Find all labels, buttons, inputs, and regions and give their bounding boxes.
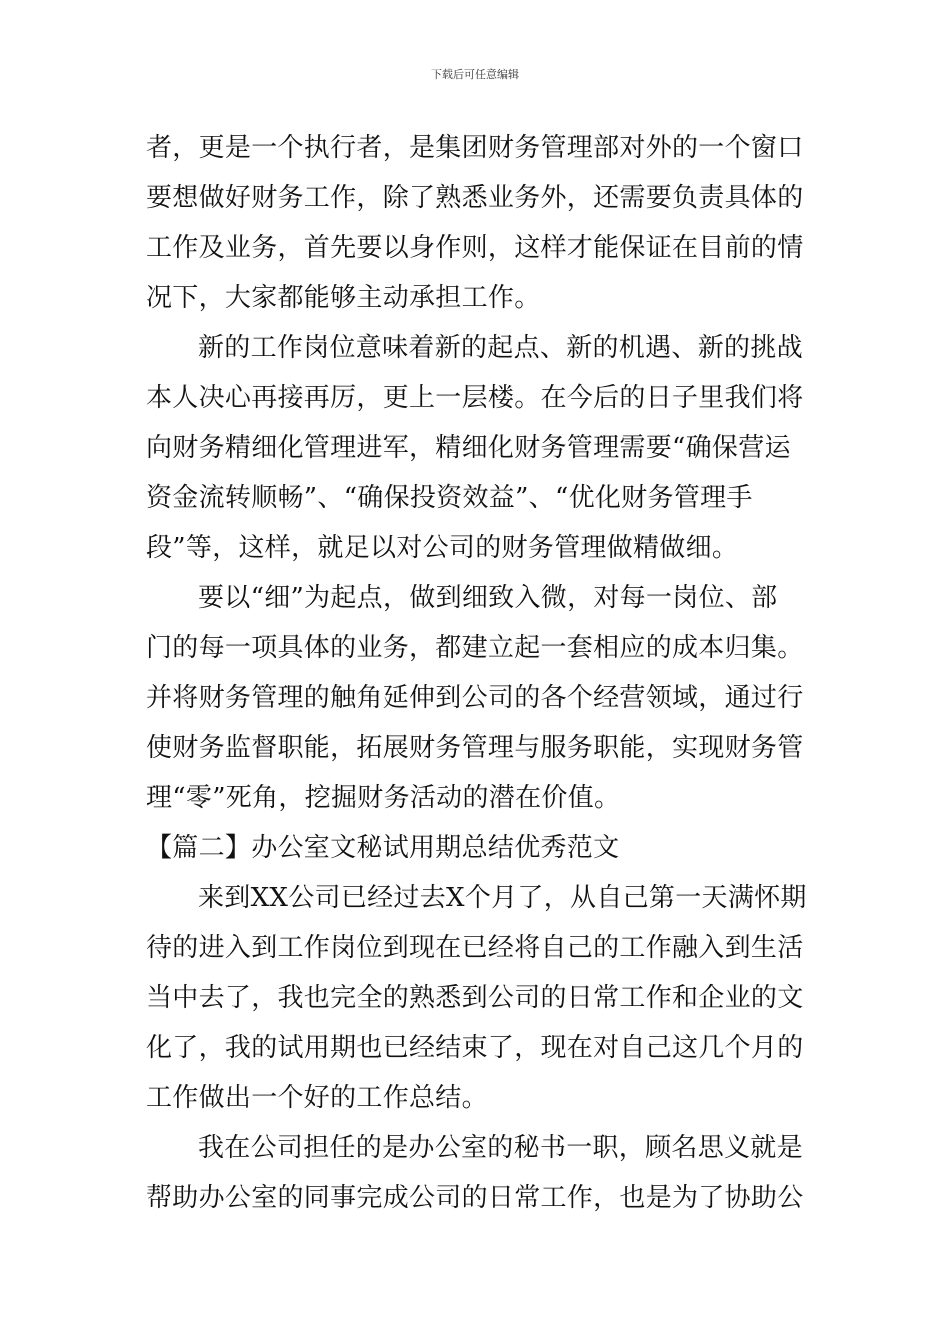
text-line: 化了，我的试用期也已经结束了，现在对自己这几个月的 [146,1033,804,1063]
text-line: 理“零”死角，挖掘财务活动的潜在价值。 [146,783,621,813]
text-line: 要想做好财务工作，除了熟悉业务外，还需要负责具体的 [146,183,804,213]
text-line: 并将财务管理的触角延伸到公司的各个经营领域，通过行 [146,683,804,713]
text-line: 工作及业务，首先要以身作则，这样才能保证在目前的情 [146,233,804,263]
paragraph-first-line: 我在公司担任的是办公室的秘书一职，顾名思义就是 [198,1133,803,1163]
paragraph-first-line: 新的工作岗位意味着新的起点、新的机遇、新的挑战 [198,333,803,363]
text-line: 资金流转顺畅”、“确保投资效益”、“优化财务管理手 [146,483,753,513]
text-line: 待的进入到工作岗位到现在已经将自己的工作融入到生活 [146,933,804,963]
page-header: 下载后可任意编辑 [431,68,519,81]
text-line: 本人决心再接再厉，更上一层楼。在今后的日子里我们将 [146,383,804,413]
section-heading: 【篇二】办公室文秘试用期总结优秀范文 [146,833,620,863]
text-line: 门的每一项具体的业务，都建立起一套相应的成本归集。 [146,633,804,663]
text-line: 向财务精细化管理进军，精细化财务管理需要“确保营运 [146,433,791,463]
text-line: 当中去了，我也完全的熟悉到公司的日常工作和企业的文 [146,983,804,1013]
text-line: 况下，大家都能够主动承担工作。 [146,283,541,313]
paragraph-first-line: 来到XX公司已经过去X个月了，从自己第一天满怀期 [198,883,807,913]
paragraph-first-line: 要以“细”为起点，做到细致入微，对每一岗位、部 [198,583,778,613]
text-line: 工作做出一个好的工作总结。 [146,1083,488,1113]
text-line: 帮助办公室的同事完成公司的日常工作，也是为了协助公 [146,1183,804,1213]
text-line: 段”等，这样，就足以对公司的财务管理做精做细。 [146,533,739,563]
text-line: 者，更是一个执行者，是集团财务管理部对外的一个窗口 [146,133,804,163]
text-line: 使财务监督职能，拓展财务管理与服务职能，实现财务管 [146,733,804,763]
